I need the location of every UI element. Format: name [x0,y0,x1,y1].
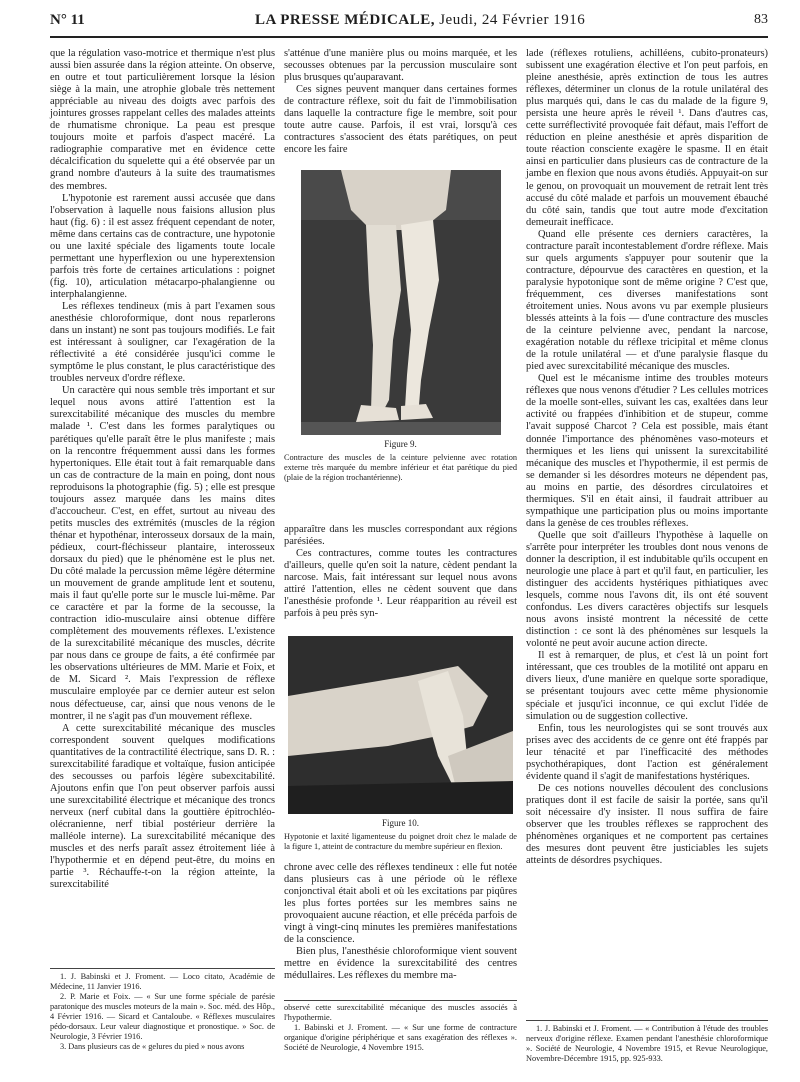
paragraph: De ces notions nouvelles découlent des conclusions pratiques dont il est facile de saisir la portée, sans qu'il soit nécessaire d'y insister. Il nous suffira de faire observer que les troubles réflexes se rapprochent des phénomènes organiques et ne comportent pas certaines des mesures dont peuvent être justiciables les sujets atteints de désordres psychiques. [526,782,768,867]
figure-10-photo [288,636,513,814]
paragraph: A cette surexcitabilité mécanique des muscles correspondent souvent quelques modifications quantitatives de la contractilité électrique, sans D. R. : surexcitabilité faradique et voltaïque, fusion anticipée des secousses ou parfois légère subexcitabilité. Ajoutons enfin que l'on peut observer parfois aussi une surexcitabilité électrique et mécanique des troncs nerveux (nerf cubital dans la gouttière épitrochléo-olécranienne, nerf tibial postérieur derrière la malléole interne). La surexcitabilité mécanique des muscles et des nerfs paraît assez étroitement liée à l'hypothermie et en dépend peut-être, du moins en partie ³. Réchauffe-t-on la région atteinte, la surexcitabilité [50,722,275,891]
paragraph: Quelle que soit d'ailleurs l'hypothèse à laquelle on s'arrête pour interpréter les troubles dont nous venons de donner la description, il est indubitable qu'ils occupent en neurologie une place à part et qu'il faut, en particulier, les distinguer des accidents hystériques pithiatiques avec lesquels, comme nous l'avons dit, ils ont été souvent confondus. Les divers caractères objectifs sur lesquels nous avons insisté montrent la nécessité de cette distinction : ce sont là des phénomènes sur lesquels la volonté ne peut avoir aucune action directe. [526,529,768,650]
wrist-photo-illustration [288,636,513,814]
footnotes-column-3 [526,1024,768,1064]
paragraph: Ces signes peuvent manquer dans certaines formes de contracture réflexe, soit du fait de l'immobilisation dans laquelle la contracture fige le membre, soit pour toute autre cause. Parfois, il est vrai, lorsqu'à ces contractures s'associent des états parétiques, on peut encore les faire [284,84,517,156]
journal-name: LA PRESSE MÉDICALE, [255,12,435,28]
paragraph: s'atténue d'une manière plus ou moins marquée, et les secousses obtenues par la percussion musculaire sont plus brusques qu'auparavant. [284,48,517,84]
column-1 [50,48,275,891]
column-3 [526,48,768,867]
paragraph: chrone avec celle des réflexes tendineux : elle fut notée dans plusieurs cas à une période où le réflexe conjonctival était aboli et où les excitations par piqûres les plus fortes portées sur les membres sains ne provoquaient aucune réaction, et elle précéda parfois de vingt à vingt-cinq minutes les premières manifestations de la conscience. [284,862,517,946]
footnote: 1. J. Babinski et J. Froment. — Loco citato, Académie de Médecine, 11 Janvier 1916. [50,972,275,991]
page-number: 83 [754,12,768,27]
footnote: 1. Babinski et J. Froment. — « Sur une forme de contracture organique d'origine périphérique et sans exagération des réflexes ». Société de Neurologie, 4 Novembre 1915. [284,1023,517,1052]
figure-10 [284,636,517,852]
column-2-top [284,48,517,156]
paragraph: L'hypotonie est rarement aussi accusée que dans l'observation à laquelle nous faisions allusion plus haut (fig. 6) : il est assez fréquent cependant de noter, même dans certains cas de contracture, une hypotonie ou une laxité spéciale des ligaments toute locale permettant une hyperflexion ou une hyperextension parfois très forte de certaines articulations : poignet (fig. 10), articulation métacarpo-phalangienne ou interphalangienne. [50,192,275,300]
paragraph: lade (réflexes rotuliens, achilléens, cubito-pronateurs) subissent une exagération élective et l'on peut parfois, en pleine anesthésie, après extinction de tous les autres réflexes, déterminer un clonus de la rotule unilatéral des plus marqués qui, dans le cas du malade de la figure 9, persista une heure après le réveil ¹. Dans d'autres cas, cette surréflectivité provoquée fait défaut, mais l'effort de réduction en pleine anesthésie et après disparition de toute réaction consciente exagère le spasme. Il en était ainsi en particulier dans plusieurs cas de contracture de la jambe en flexion que nous avons étudiés. Appuyait-on sur le genou, on provoquait un mouvement de retrait lent très accusé du côté malade et parfois un mouvement ébauché du côté sain, tandis que tout autre mode d'excitation demeurait inefficace. [526,48,768,228]
footnote: 1. J. Babinski et J. Froment. — « Contribution à l'étude des troubles nerveux d'origine réflexe. Examen pendant l'anesthésie chloroformique ». Société de Neurologie, 4 Novembre 1915, et Revue Neurologique, Novembre-Décembre 1915, pp. 925-933. [526,1024,768,1063]
figure-9-label: Figure 9. [384,439,417,449]
footnote: observé cette surexcitabilité mécanique des muscles associés à l'hypothermie. [284,1003,517,1022]
issue-number: N° 11 [50,12,85,28]
column-2-middle [284,524,517,620]
paragraph: que la régulation vaso-motrice et thermique n'est plus aussi bien assurée dans la région atteinte. On observe, en outre et tout particulièrement lorsque la lésion siège à la main, une atrophie globale très nettement appréciable au niveau des doigts avec parfois des jointures grosses rappelant celles des malades atteints de rhumatisme chronique. La peau est presque toujours moite et parfois d'aspect macéré. La radiographie comparative met en évidence cette décalcification du squelette qui a été observée par un grand nombre d'auteurs à la suite des traumatismes des membres. [50,48,275,192]
paragraph: Bien plus, l'anesthésie chloroformique vient souvent mettre en évidence la surexcitabilité des centres médullaires. Les réflexes du membre ma- [284,946,517,982]
paragraph: Il est à remarquer, de plus, et c'est là un point fort intéressant, que ces troubles de la motilité ont apparu en divers lieux, d'une manière en quelque sorte sporadique, se présentant toujours avec cette même physionomie spéciale et jusqu'ici inconnue, ce qui exclut l'idée de simulation ou de suggestion collective. [526,650,768,722]
figure-10-label: Figure 10. [382,818,419,828]
masthead [255,12,585,29]
footnote-divider [526,1020,768,1021]
paragraph: Quand elle présente ces derniers caractères, la contracture paraît incontestablement d'ordre réflexe. Mais sur quels arguments s'appuyer pour soutenir que la contracture, dépourvue des caractères en question, et la paralysie hypotonique sont de même origine ? C'est que, fréquemment, ces diverses manifestations sont étroitement unies. Nous avons vu par exemple plusieurs blessés atteints à la fois — d'une contracture des muscles de la ceinture pelvienne avec, pendant la narcose, exagération notable du réflexe tricipital et même clonus de la rotule unilatéral — et d'une paralysie flasque du pied avec surexcitabilité mécanique des muscles. [526,228,768,373]
footnote: 3. Dans plusieurs cas de « gelures du pied » nous avons [60,1042,245,1051]
footnotes-column-1 [50,972,275,1052]
footnote-divider [284,1000,517,1001]
footnotes-column-2 [284,1003,517,1053]
paragraph: Un caractère qui nous semble très important et sur lequel nous avons attiré l'attention est la surexcitabilité mécanique des muscles du membre malade ¹. C'est dans les formes paralytiques ou parétiques qu'elle paraît être le plus manifeste ; mais on la rencontre fréquemment aussi dans les formes hypertoniques. Elle était tout à fait remarquable dans un cas de contracture de la main en poing, dont nous reproduisons la photographie (fig. 5) ; elle est presque toujours assez marquée dans les mains dites d'accoucheur. C'est, en effet, surtout au niveau des petits muscles des extrémités (muscles de la région thénar et hypothénar, interosseux dorsaux de la main, pédieux, court-fléchisseur plantaire, interosseux dorsaux du pied) que le phénomène est le plus net. Du côté malade la percussion même légère détermine un mouvement de grande amplitude lent et soutenu, mais il faut qu'elle porte sur le muscle lui-même. Par ce caractère et par la forme de la secousse, la contraction idio-musculaire ainsi obtenue diffère complètement des mouvements réflexes. L'existence de la surexcitabilité mécanique des muscles, décrite par nous dans ce groupe de faits, a été confirmée par les observations ultérieures de MM. Marie et Foix, et de M. Sicard ². Mais l'expression de réflexe musculaire employée par ce dernier auteur est selon nous défectueuse, car, ainsi que nous venons de le montrer, il ne s'agit pas d'un mouvement réflexe. [50,385,275,722]
legs-photo-illustration [301,170,501,435]
column-2-bottom [284,862,517,982]
figure-9-photo [301,170,501,435]
footnote: 2. P. Marie et Foix. — « Sur une forme spéciale de parésie paratonique des muscles moteurs de la main ». Soc. méd. des Hôp., 4 Février 1916. — Sicard et Cantaloube. « Réflexes musculaires pédo-dorsaux. Leur valeur diagnostique et pronostique. » Soc. de Neurologie, 3 Février 1916. [50,992,275,1041]
figure-9-caption: Contracture des muscles de la ceinture pelvienne avec rotation externe très marquée du membre inférieur et état parétique du pied (plaie de la région trochantérienne). [284,453,517,482]
issue-date: Jeudi, 24 Février 1916 [439,12,586,28]
figure-9 [284,170,517,483]
paragraph: Ces contractures, comme toutes les contractures d'ailleurs, quelle qu'en soit la nature, cèdent pendant la narcose. Mais, fait intéressant sur lequel nous avons attiré l'attention, elles ne cèdent souvent que dans l'anesthésie profonde ¹. Leur réapparition au réveil est parfois à peu près syn- [284,548,517,620]
figure-10-caption: Hypotonie et laxité ligamenteuse du poignet droit chez le malade de la figure 1, atteint de contracture du membre supérieur en flexion. [284,832,517,851]
paragraph: Les réflexes tendineux (mis à part l'examen sous anesthésie chloroformique, dont nous reparlerons dans un instant) ne sont pas toujours modifiés. Le fait est intéressant à souligner, car l'exagération de la réflectivité a été considérée jusqu'ici comme le symptôme le plus constant, le plus caractéristique des troubles nerveux d'ordre réflexe. [50,300,275,385]
page-header [50,10,768,38]
footnote-divider [50,968,275,969]
paragraph: Quel est le mécanisme intime des troubles moteurs réflexes que nous venons d'étudier ? Les cellules motrices de la moelle sont-elles, suivant les cas, exaltées dans leur activité ou frappées d'inhibition et de stupeur, comme l'avait supposé Charcot ? Cela est possible, mais étant donnée l'importance des phénomènes vaso-moteurs et thermiques et les liens qui unissent la surexcitabilité mécanique des muscles et l'hypothermie, il est permis de se demander si les désordres moteurs ne dépendent pas, au moins en partie, des désordres circulatoires et thermiques. S'il en était ainsi, il faudrait attribuer au sympathique une participation plus ou moins importante dans la genèse de ces troubles réflexes. [526,373,768,529]
paragraph: Enfin, tous les neurologistes qui se sont trouvés aux prises avec des accidents de ce genre ont été frappés par leur ténacité et par l'inefficacité des méthodes psychothérapiques, dont l'action est généralement évidente quand il s'agit de manifestations hystériques. [526,722,768,782]
paragraph: apparaître dans les muscles correspondant aux régions parésiées. [284,524,517,548]
